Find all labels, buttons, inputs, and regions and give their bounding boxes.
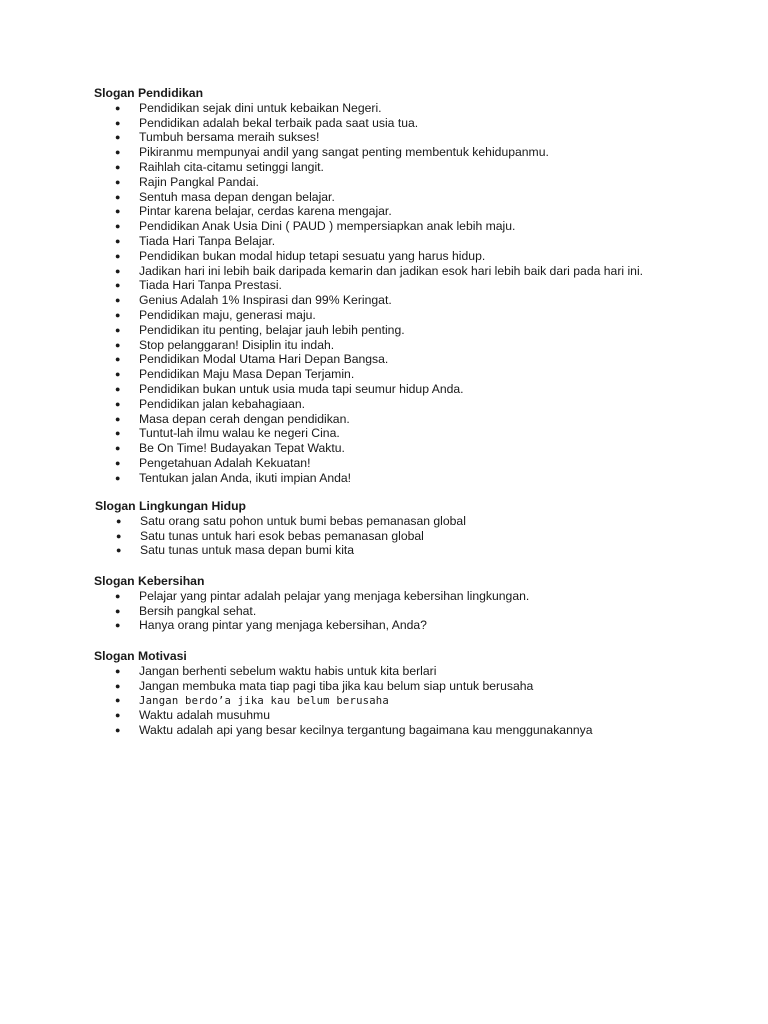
list-item	[95, 543, 755, 558]
list-item-text: Pendidikan sejak dini untuk kebaikan Negeri.	[139, 100, 382, 115]
list-item-text: Tentukan jalan Anda, ikuti impian Anda!	[139, 470, 352, 485]
bullet-list	[94, 664, 754, 738]
list-item-text: Waktu adalah musuhmu	[139, 708, 270, 723]
bullet-icon: ●	[115, 472, 121, 483]
list-item-text: Pikiranmu mempunyai andil yang sangat penting membentuk kehidupanmu.	[139, 145, 549, 160]
section-title: Slogan Motivasi	[94, 649, 187, 663]
section-slogan-kebersihan	[94, 574, 754, 633]
list-item	[94, 190, 754, 205]
list-item-text: Pengetahuan Adalah Kekuatan!	[139, 455, 311, 470]
list-item	[94, 101, 754, 116]
list-item	[94, 664, 754, 679]
list-item-text: Pendidikan adalah bekal terbaik pada saat usia tua.	[139, 115, 419, 130]
bullet-icon: ●	[115, 295, 121, 306]
list-item-text: Pendidikan bukan modal hidup tetapi sesuatu yang harus hidup.	[139, 248, 486, 263]
bullet-icon: ●	[115, 724, 121, 735]
bullet-icon: ●	[115, 102, 121, 113]
list-item	[94, 604, 754, 619]
list-item	[94, 160, 754, 175]
list-item	[94, 338, 754, 353]
list-item	[94, 426, 754, 441]
list-item-text: Satu tunas untuk hari esok bebas pemanasan global	[140, 528, 424, 543]
list-item-text: Genius Adalah 1% Inspirasi dan 99% Keringat.	[139, 293, 392, 308]
list-item	[94, 589, 754, 604]
list-item	[94, 367, 754, 382]
list-item	[94, 441, 754, 456]
bullet-icon: ●	[115, 620, 121, 631]
list-item-text: Satu orang satu pohon untuk bumi bebas pemanasan global	[140, 513, 466, 528]
bullet-icon: ●	[115, 398, 121, 409]
section-title: Slogan Pendidikan	[94, 86, 204, 100]
bullet-icon: ●	[115, 250, 121, 261]
list-item	[94, 278, 754, 293]
list-item-text: Jadikan hari ini lebih baik daripada kemarin dan jadikan esok hari lebih baik dari pada hari ini.	[139, 263, 644, 278]
list-item	[94, 219, 754, 234]
bullet-icon: ●	[115, 117, 121, 128]
list-item-text: Bersih pangkal sehat.	[139, 603, 257, 618]
bullet-icon: ●	[115, 309, 121, 320]
list-item	[94, 234, 754, 249]
bullet-icon: ●	[115, 383, 121, 394]
list-item	[94, 352, 754, 367]
list-item	[94, 618, 754, 633]
list-item-text: Raihlah cita-citamu setinggi langit.	[139, 159, 324, 174]
list-item	[94, 679, 754, 694]
list-item-text: Pintar karena belajar, cerdas karena mengajar.	[139, 204, 392, 219]
bullet-icon: ●	[115, 221, 121, 232]
list-item-text: Rajin Pangkal Pandai.	[139, 174, 259, 189]
bullet-icon: ●	[115, 161, 121, 172]
bullet-icon: ●	[115, 339, 121, 350]
bullet-icon: ●	[115, 665, 121, 676]
section-title: Slogan Lingkungan Hidup	[95, 499, 246, 513]
list-item-text: Tumbuh bersama meraih sukses!	[139, 130, 320, 145]
list-item-text: Tiada Hari Tanpa Belajar.	[139, 233, 276, 248]
bullet-icon: ●	[115, 680, 121, 691]
list-item-text: Jangan berhenti sebelum waktu habis untuk kita berlari	[139, 663, 437, 678]
bullet-icon: ●	[115, 428, 121, 439]
bullet-icon: ●	[115, 443, 121, 454]
list-item-text: Pendidikan itu penting, belajar jauh lebih penting.	[139, 322, 405, 337]
list-item	[94, 308, 754, 323]
bullet-icon: ●	[116, 515, 122, 526]
list-item	[94, 204, 754, 219]
list-item-text: Masa depan cerah dengan pendidikan.	[139, 411, 350, 426]
list-item	[94, 382, 754, 397]
list-item	[94, 175, 754, 190]
section-title: Slogan Kebersihan	[94, 574, 205, 588]
list-item	[94, 264, 754, 279]
list-item-text: Jangan berdo’a jika kau belum berusaha	[139, 695, 389, 708]
list-item-text: Stop pelanggaran! Disiplin itu indah.	[139, 337, 335, 352]
list-item	[94, 708, 754, 723]
list-item	[94, 723, 754, 738]
bullet-list	[94, 589, 754, 633]
section-slogan-motivasi	[94, 649, 754, 738]
bullet-list	[94, 101, 754, 486]
list-item	[94, 249, 754, 264]
bullet-icon: ●	[115, 191, 121, 202]
bullet-icon: ●	[115, 354, 121, 365]
list-item-text: Pendidikan Modal Utama Hari Depan Bangsa.	[139, 352, 389, 367]
bullet-icon: ●	[115, 206, 121, 217]
section-slogan-lingkungan-hidup	[95, 499, 755, 558]
list-item-text: Tuntut-lah ilmu walau ke negeri Cina.	[139, 426, 340, 441]
section-slogan-pendidikan	[94, 86, 754, 486]
list-item-text: Pendidikan jalan kebahagiaan.	[139, 396, 306, 411]
list-item-text: Waktu adalah api yang besar kecilnya tergantung bagaimana kau menggunakannya	[139, 722, 593, 737]
bullet-icon: ●	[115, 280, 121, 291]
list-item	[94, 693, 754, 708]
list-item	[94, 145, 754, 160]
bullet-icon: ●	[115, 590, 121, 601]
list-item	[94, 412, 754, 427]
list-item	[95, 514, 755, 529]
bullet-icon: ●	[115, 324, 121, 335]
list-item-text: Tiada Hari Tanpa Prestasi.	[139, 278, 282, 293]
list-item-text: Pendidikan Maju Masa Depan Terjamin.	[139, 367, 355, 382]
bullet-icon: ●	[115, 265, 121, 276]
bullet-icon: ●	[116, 545, 122, 556]
list-item-text: Satu tunas untuk masa depan bumi kita	[140, 543, 355, 558]
list-item	[94, 116, 754, 131]
list-item-text: Pelajar yang pintar adalah pelajar yang menjaga kebersihan lingkungan.	[139, 588, 530, 603]
bullet-icon: ●	[115, 457, 121, 468]
list-item-text: Hanya orang pintar yang menjaga kebersihan, Anda?	[139, 618, 427, 633]
bullet-icon: ●	[115, 369, 121, 380]
list-item	[94, 456, 754, 471]
list-item	[95, 529, 755, 544]
list-item-text: Sentuh masa depan dengan belajar.	[139, 189, 335, 204]
list-item	[94, 471, 754, 486]
bullet-icon: ●	[115, 176, 121, 187]
bullet-icon: ●	[115, 147, 121, 158]
list-item-text: Be On Time! Budayakan Tepat Waktu.	[139, 441, 345, 456]
list-item	[94, 293, 754, 308]
list-item	[94, 397, 754, 412]
bullet-list	[95, 514, 755, 558]
list-item-text: Pendidikan maju, generasi maju.	[139, 307, 316, 322]
list-item	[94, 323, 754, 338]
list-item-text: Pendidikan Anak Usia Dini ( PAUD ) mempersiapkan anak lebih maju.	[139, 219, 516, 234]
bullet-icon: ●	[115, 413, 121, 424]
bullet-icon: ●	[115, 605, 121, 616]
bullet-icon: ●	[115, 235, 121, 246]
bullet-icon: ●	[115, 695, 121, 706]
list-item-text: Pendidikan bukan untuk usia muda tapi seumur hidup Anda.	[139, 381, 464, 396]
bullet-icon: ●	[115, 710, 121, 721]
bullet-icon: ●	[116, 530, 122, 541]
list-item	[94, 130, 754, 145]
list-item-text: Jangan membuka mata tiap pagi tiba jika kau belum siap untuk berusaha	[139, 678, 534, 693]
bullet-icon: ●	[115, 132, 121, 143]
